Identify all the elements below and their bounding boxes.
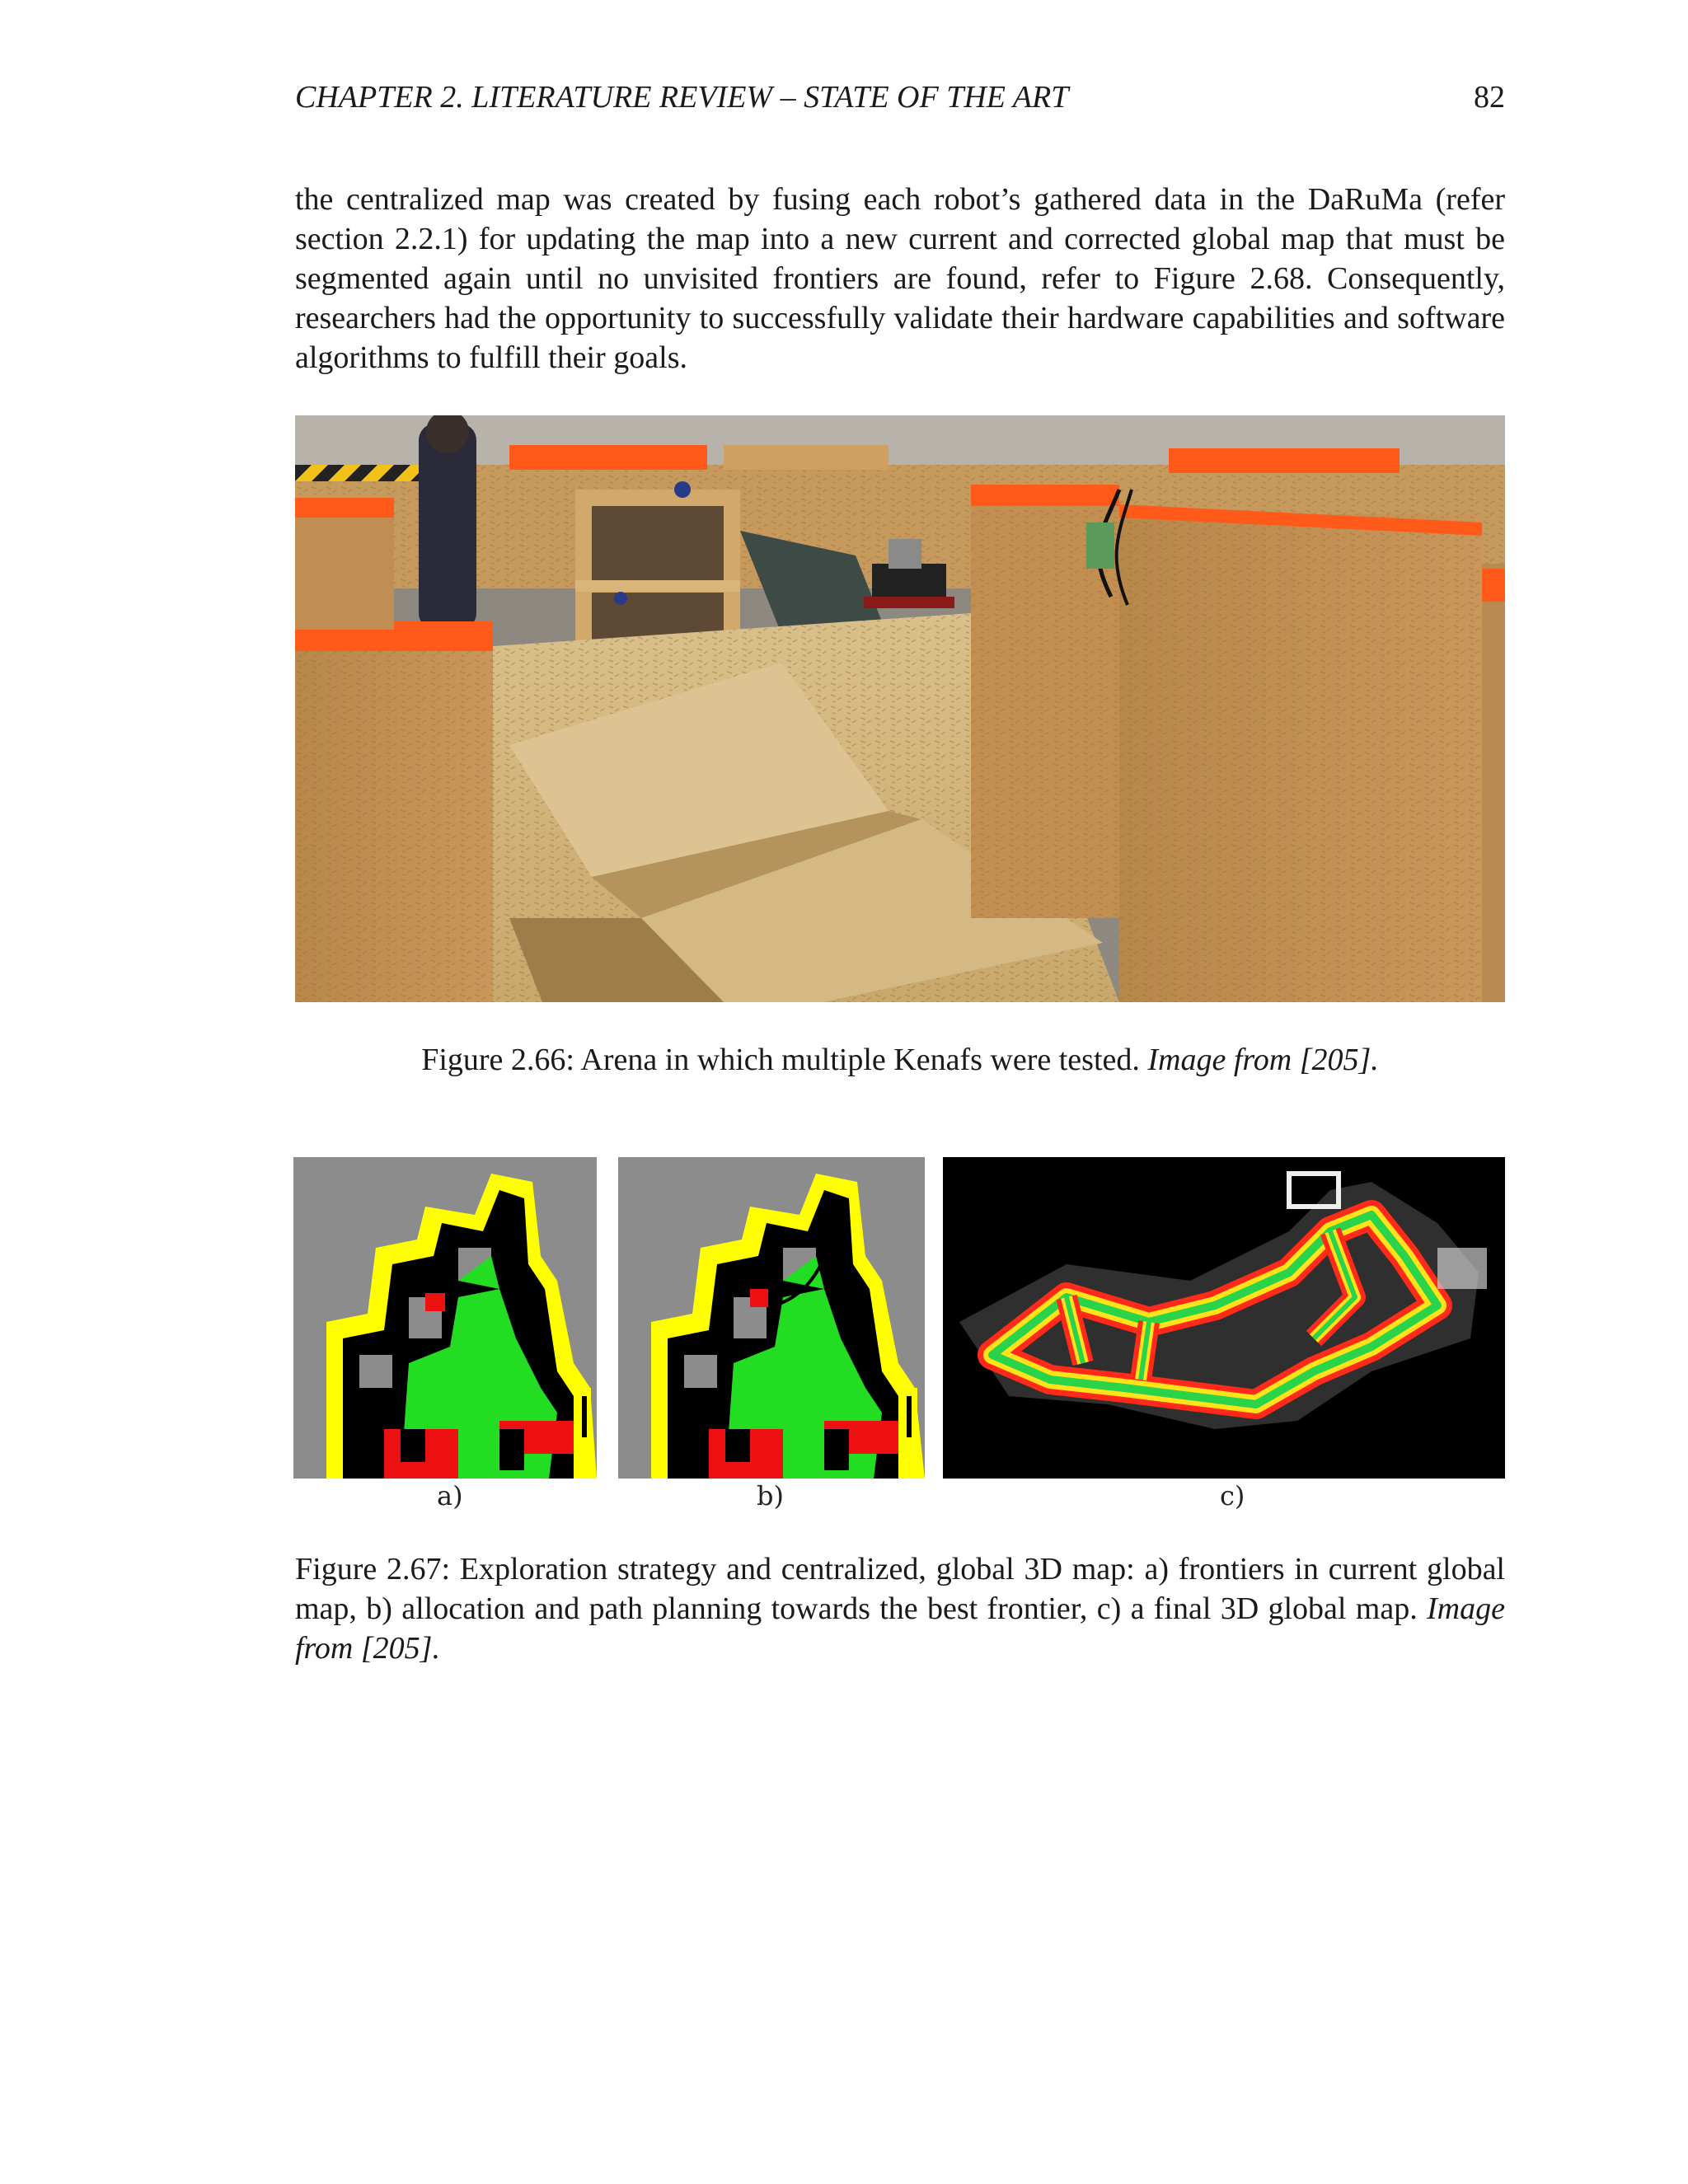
- frontier-map-panel-a: [293, 1157, 597, 1479]
- running-header: [295, 79, 1505, 120]
- figure-2-66-caption-text: Figure 2.66: Arena in which multiple Kenafs were tested.: [421, 1043, 1148, 1077]
- body-paragraph: the centralized map was created by fusing each robot’s gathered data in the DaRuMa (refer section 2.2.1) for updating the map into a new current and corrected global map that must be segmented again until no unvisited frontiers are found, refer to Figure 2.68. Consequently, researchers had the opportunity to successfully validate their hardware capabilities and software algorithms to fulfill their goals.: [295, 182, 1505, 375]
- panel-label-b: b): [757, 1480, 784, 1511]
- figure-2-66-caption: [295, 1040, 1505, 1080]
- global-3d-map-panel: [943, 1157, 1505, 1479]
- figure-2-67-caption-source: Image from [205].: [295, 1591, 1505, 1666]
- arena-photo: [295, 415, 1505, 1002]
- page-number: 82: [1474, 80, 1505, 115]
- panel-label-a: a): [437, 1480, 463, 1511]
- global-3d-map-illustration: [943, 1157, 1505, 1479]
- figure-2-67-caption: [295, 1549, 1505, 1668]
- panel-label-c: c): [1220, 1480, 1245, 1511]
- arena-photo-illustration: [295, 415, 1505, 1002]
- frontier-map-b-illustration: [618, 1157, 925, 1479]
- chapter-title: CHAPTER 2. LITERATURE REVIEW – STATE OF THE ART: [295, 80, 1069, 115]
- frontier-map-a-illustration: [293, 1157, 597, 1479]
- frontier-map-panel-b: [618, 1157, 925, 1479]
- figure-2-67-caption-text: Figure 2.67: Exploration strategy and centralized, global 3D map: a) frontiers in current global map, b) allocation and path planning towards the best frontier, c) a final 3D global map.: [295, 1552, 1505, 1626]
- figure-2-66-caption-source: Image from [205].: [1147, 1043, 1379, 1077]
